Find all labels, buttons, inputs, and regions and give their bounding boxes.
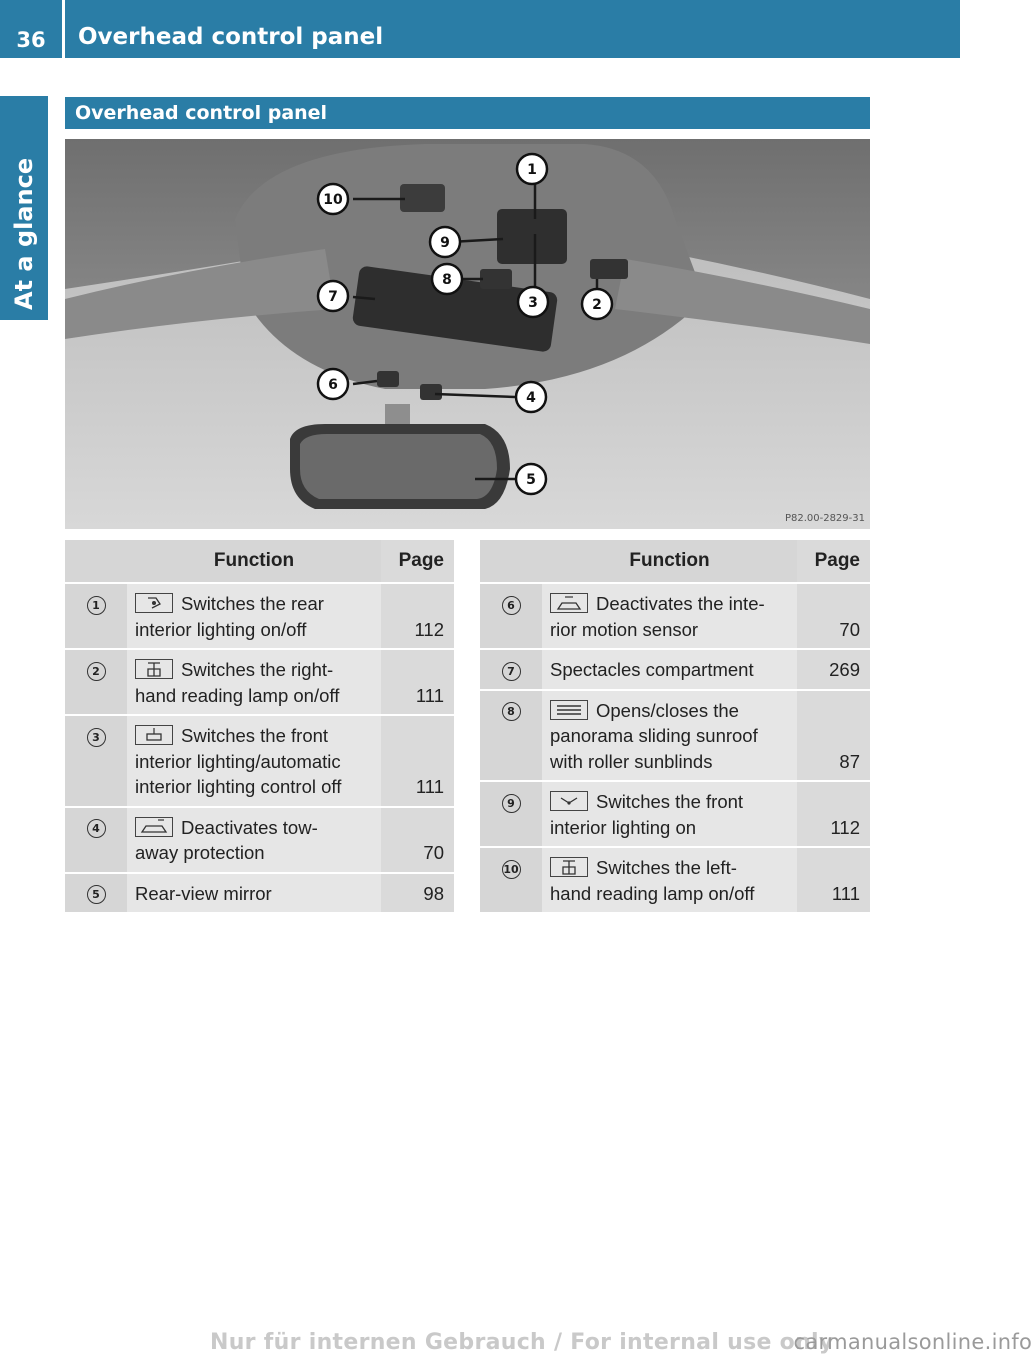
- col-function-header: Function: [542, 540, 797, 582]
- function-text: Deactivates the inte-: [596, 593, 765, 614]
- rear-interior-light-icon: [135, 593, 173, 613]
- col-number-header: [65, 540, 127, 582]
- callout-3-label: 3: [528, 295, 538, 311]
- page-ref: 70: [381, 808, 454, 872]
- item-number: 4: [87, 819, 106, 838]
- table-row: [65, 716, 454, 806]
- item-number: 7: [502, 662, 521, 681]
- function-text: Opens/closes the: [596, 699, 739, 721]
- table-row: [480, 584, 870, 648]
- image-code: P82.00-2829-31: [784, 513, 865, 524]
- function-text: interior lighting on/off: [135, 618, 307, 640]
- interior-light-off-icon: [135, 725, 173, 745]
- item-number: 3: [87, 728, 106, 747]
- callout-5-label: 5: [526, 472, 536, 488]
- function-text: Switches the front: [181, 725, 329, 746]
- page-ref: 70: [797, 584, 870, 648]
- item-number: 6: [502, 596, 521, 615]
- item-number: 2: [87, 662, 106, 681]
- page-ref: 269: [797, 650, 870, 689]
- function-text: interior lighting/automatic: [135, 750, 341, 772]
- motion-sensor-off-icon: [550, 593, 588, 613]
- function-text: hand reading lamp on/off: [135, 684, 340, 706]
- function-text: Spectacles compartment: [550, 659, 754, 680]
- reading-lamp-icon: [135, 659, 173, 679]
- function-text: interior lighting on: [550, 816, 697, 838]
- page-ref: 111: [381, 716, 454, 806]
- function-text: hand reading lamp on/off: [550, 882, 755, 904]
- chapter-title: Overhead control panel: [78, 24, 384, 50]
- table-row: [65, 808, 454, 872]
- callout-10-label: 10: [323, 192, 343, 208]
- table-row: [480, 782, 870, 846]
- function-table-left: [65, 538, 454, 914]
- sunroof-icon: [550, 700, 588, 720]
- col-page-header: Page: [381, 540, 454, 582]
- callout-2-label: 2: [592, 297, 602, 313]
- item-number: 8: [502, 702, 521, 721]
- side-tab-label: At a glance: [10, 157, 38, 310]
- item-number: 5: [87, 885, 106, 904]
- overhead-panel-illustration: [65, 139, 870, 529]
- page-ref: 111: [381, 650, 454, 714]
- col-function-header: Function: [127, 540, 381, 582]
- footer-watermark: [210, 1330, 1032, 1355]
- table-row: [65, 874, 454, 913]
- function-text: Switches the left-: [596, 857, 737, 878]
- callout-1-label: 1: [527, 162, 537, 178]
- table-row: [480, 848, 870, 912]
- tow-away-off-icon: [135, 817, 173, 837]
- front-interior-light-icon: [550, 791, 588, 811]
- function-text: Switches the rear: [181, 593, 324, 614]
- page-ref: 112: [797, 782, 870, 846]
- function-table-right: [480, 538, 870, 914]
- table-row: [65, 650, 454, 714]
- callout-8-label: 8: [442, 272, 452, 288]
- function-text: Switches the front: [596, 791, 744, 812]
- item-number: 1: [87, 596, 106, 615]
- function-text: Deactivates tow-: [181, 816, 318, 838]
- page-number: 36: [16, 28, 46, 52]
- page-ref: 87: [797, 691, 870, 781]
- watermark-text: Nur für internen Gebrauch / For internal use only: [210, 1330, 834, 1355]
- function-text: Rear-view mirror: [135, 882, 272, 904]
- col-page-header: Page: [797, 540, 870, 582]
- table-row: [65, 584, 454, 648]
- function-text: interior lighting control off: [135, 776, 342, 797]
- callout-6-label: 6: [328, 377, 338, 393]
- page-ref: 112: [381, 584, 454, 648]
- table-row: [480, 691, 870, 781]
- page-ref: 98: [381, 874, 454, 913]
- callout-4-label: 4: [526, 390, 536, 406]
- callout-9-label: 9: [440, 235, 450, 251]
- site-watermark: carmanualsonline.info: [793, 1330, 1032, 1354]
- item-number: 10: [502, 860, 521, 879]
- header-divider: [62, 0, 65, 58]
- overhead-panel-photo: [65, 139, 870, 529]
- function-text: panorama sliding sunroof: [550, 725, 758, 746]
- col-number-header: [480, 540, 542, 582]
- function-text: away protection: [135, 842, 265, 863]
- table-row: [480, 650, 870, 689]
- callout-7-label: 7: [328, 289, 338, 305]
- section-title: Overhead control panel: [65, 97, 870, 129]
- function-text: Switches the right-: [181, 659, 334, 680]
- reading-lamp-icon: [550, 857, 588, 877]
- page-ref: 111: [797, 848, 870, 912]
- item-number: 9: [502, 794, 521, 813]
- function-text: with roller sunblinds: [550, 750, 713, 772]
- function-text: rior motion sensor: [550, 618, 699, 640]
